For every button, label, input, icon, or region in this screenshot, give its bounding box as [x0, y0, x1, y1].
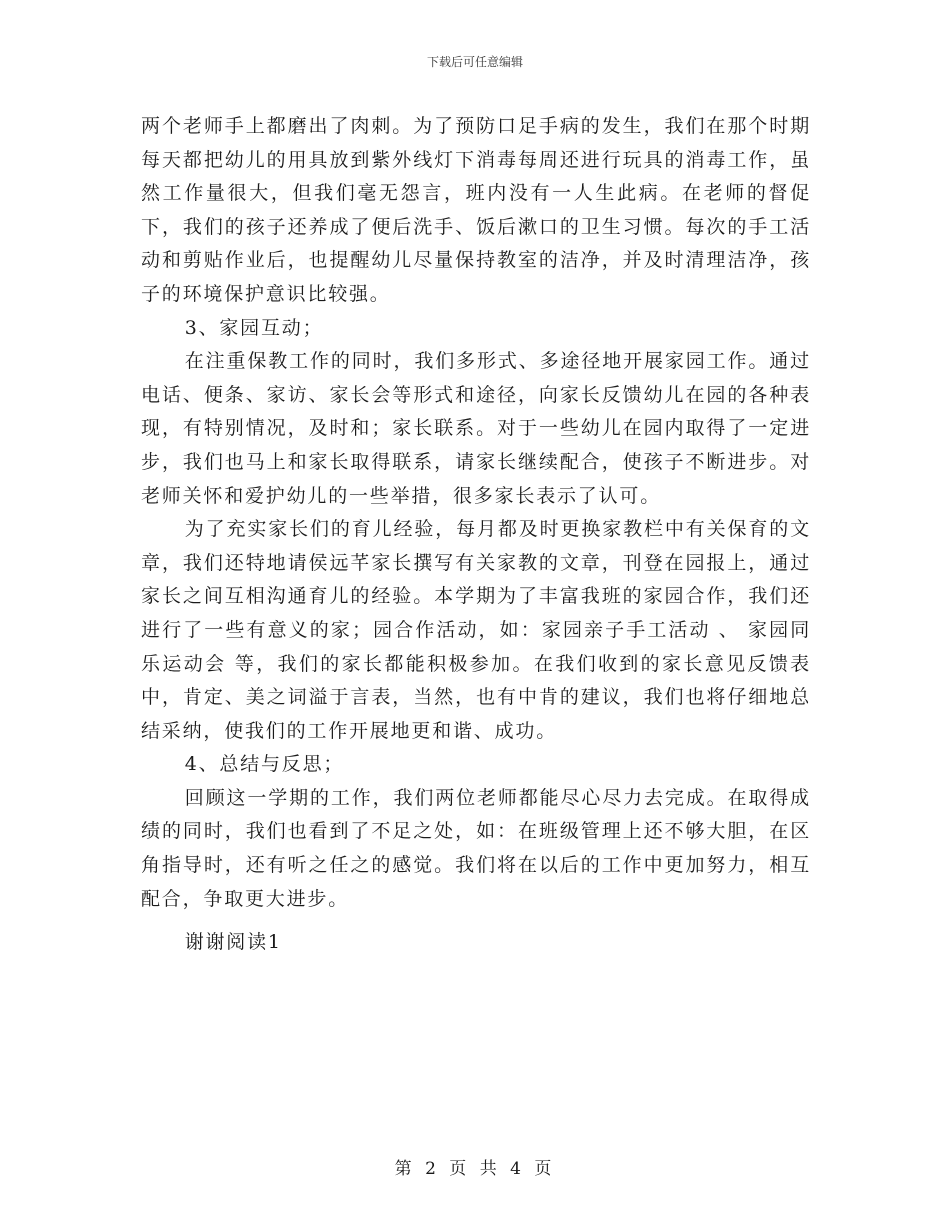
section-heading-summary-reflection: 4、总结与反思； — [184, 753, 345, 776]
paragraph-hygiene-continued: 两个老师手上都磨出了肉刺。为了预防口足手病的发生，我们在那个时期每天都把幼儿的用具放到紫外线灯下消毒每周还进行玩具的消毒工作，虽然工作量很大，但我们毫无怨言，班内没有一人生此病。在老师的督促下，我们的孩子还养成了便后洗手、饭后漱口的卫生习惯。每次的手工活动和剪贴作业后，也提醒幼儿尽量保持教室的洁净，并及时清理洁净，孩子的环境保护意识比较强。 — [141, 115, 811, 305]
paragraph-review: 回顾这一学期的工作，我们两位老师都能尽心尽力去完成。在取得成绩的同时，我们也看到了不足之处，如：在班级管理上还不够大胆，在区角指导时，还有听之任之的感觉。我们将在以后的工作中更加努力，相互配合，争取更大进步。 — [141, 786, 811, 910]
paragraph-home-school-work: 在注重保教工作的同时，我们多形式、多途径地开展家园工作。通过电话、便条、家访、家长会等形式和途径，向家长反馈幼儿在园的各种表现，有特别情况，及时和；家长联系。对于一些幼儿在园内取得了一定进步，我们也马上和家长取得联系，请家长继续配合，使孩子不断进步。对老师关怀和爱护幼儿的一些举措，很多家长表示了认可。 — [141, 350, 811, 507]
page-number-footer: 第 2 页 共 4 页 — [394, 1159, 556, 1179]
page-header-note: 下载后可任意编辑 — [426, 55, 523, 69]
section-heading-home-school-interaction: 3、家园互动； — [184, 316, 324, 339]
closing-thanks: 谢谢阅读1 — [184, 931, 282, 954]
paragraph-parenting-experience: 为了充实家长们的育儿经验，每月都及时更换家教栏中有关保育的文章，我们还特地请侯远芊家长撰写有关家教的文章，刊登在园报上，通过家长之间互相沟通育儿的经验。本学期为了丰富我班的家园合作，我们还进行了一些有意义的家；园合作活动，如：家园亲子手工活动 、 家园同乐运动会 等，我们的家长都能积极参加。在我们收到的家长意见反馈表中，肯定、美之词溢于言表，当然，也有中肯的建议，我们也将仔细地总结采纳，使我们的工作开展地更和谐、成功。 — [141, 518, 811, 742]
document-body — [141, 110, 811, 960]
